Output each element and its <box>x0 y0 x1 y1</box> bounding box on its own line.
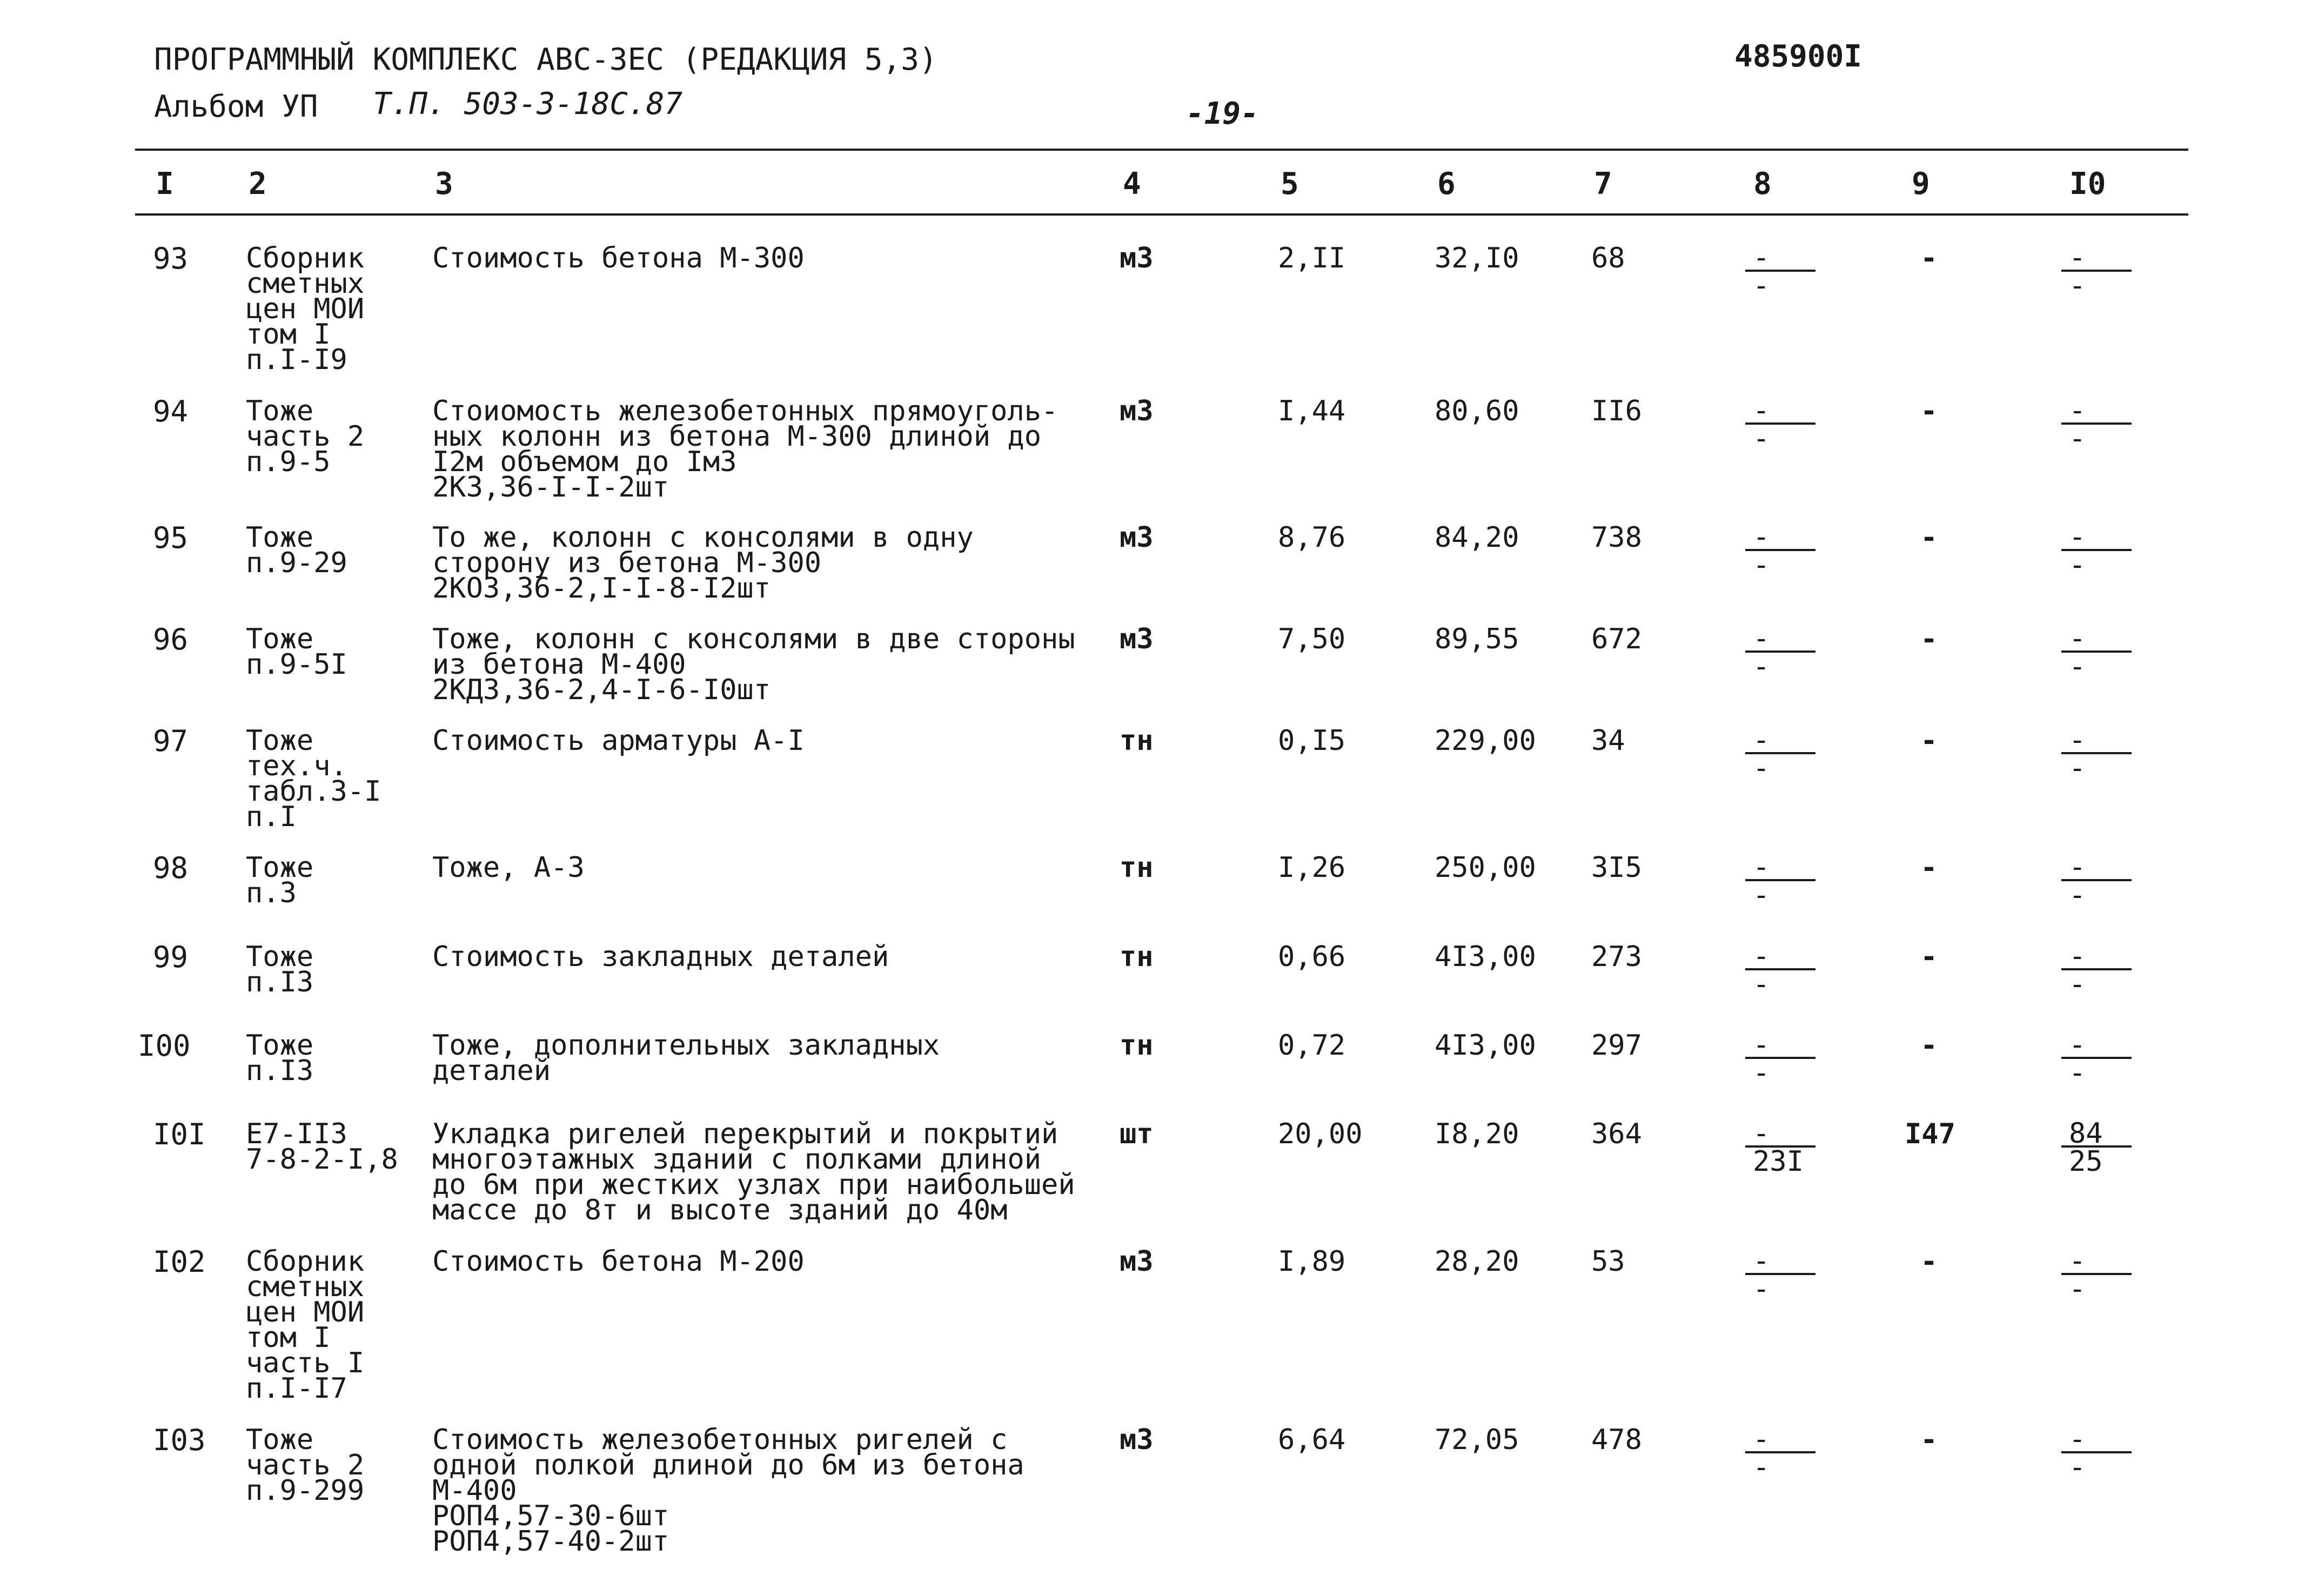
row-col10-fraction <box>2061 1423 2132 1484</box>
row-unit: шт <box>1120 1118 1154 1150</box>
column-header-1: I <box>156 166 174 202</box>
row-total: 3I5 <box>1591 851 1642 884</box>
row-source: Тоже п.9-5I <box>246 623 347 681</box>
row-total: 364 <box>1591 1118 1642 1150</box>
row-col10-top: - <box>2061 1033 2132 1059</box>
row-unit: м3 <box>1120 623 1154 655</box>
row-description: Стоимость бетона М-300 <box>432 242 805 274</box>
row-col10-bottom: - <box>2069 549 2086 581</box>
row-col10-top: - <box>2061 627 2132 653</box>
row-quantity: I,89 <box>1278 1245 1346 1278</box>
row-number: 99 <box>153 940 189 974</box>
row-unit-price: 229,00 <box>1435 725 1536 757</box>
row-unit: м3 <box>1120 1245 1154 1278</box>
row-source: Тоже п.I3 <box>246 941 314 998</box>
row-col10-top: 84 <box>2061 1122 2132 1148</box>
row-description: Укладка ригелей перекрытий и покрытий многоэтажных зданий с полками длиной до 6м при жестких узлах при наибольшей массе до 8т и высоте зданий до 40м <box>432 1118 1075 1226</box>
row-col10-bottom: - <box>2069 752 2086 784</box>
column-header-4: 4 <box>1123 166 1141 202</box>
row-col10-bottom: - <box>2069 968 2086 1001</box>
row-col8-bottom: - <box>1753 549 1770 581</box>
column-header-3: 3 <box>435 166 453 202</box>
document-title: ПРОГРАММНЫЙ КОМПЛЕКС АВС-ЗЕС (РЕДАКЦИЯ 5,3) <box>154 42 937 77</box>
row-col9: - <box>1920 521 1938 554</box>
row-col10-bottom: 25 <box>2069 1145 2103 1178</box>
row-col9: - <box>1920 851 1938 884</box>
row-unit-price: 250,00 <box>1435 851 1536 884</box>
row-col10-fraction <box>2061 394 2132 455</box>
row-description: Стоимость закладных деталей <box>432 941 889 973</box>
row-unit: м3 <box>1120 242 1154 274</box>
row-col10-top: - <box>2061 1249 2132 1275</box>
row-col8-fraction <box>1745 1423 1815 1484</box>
row-quantity: 0,66 <box>1278 941 1346 973</box>
row-col8-top: - <box>1745 1249 1815 1275</box>
row-total: 478 <box>1591 1424 1642 1456</box>
row-col10-fraction <box>2061 940 2132 1001</box>
row-col10-top: - <box>2061 399 2132 425</box>
row-number: 95 <box>153 521 189 555</box>
row-source: Тоже часть 2 п.9-5 <box>246 395 365 478</box>
row-col8-fraction <box>1745 242 1815 302</box>
row-number: I02 <box>153 1245 206 1279</box>
project-code: Т.П. 503-3-18С.87 <box>373 86 683 122</box>
row-col8-fraction <box>1745 622 1815 683</box>
column-header-6: 6 <box>1437 166 1456 202</box>
row-col8-bottom: - <box>1753 1451 1770 1484</box>
row-description: Тоже, А-3 <box>432 851 585 884</box>
row-description: Стоимость арматуры А-I <box>432 725 805 757</box>
row-col10-fraction <box>2061 521 2132 581</box>
row-unit: тн <box>1120 725 1154 757</box>
row-number: 94 <box>153 394 189 428</box>
row-col8-fraction <box>1745 521 1815 581</box>
row-number: I00 <box>138 1029 191 1063</box>
row-unit: тн <box>1120 1029 1154 1062</box>
row-col9: - <box>1920 623 1938 655</box>
row-number: 97 <box>153 724 189 758</box>
row-quantity: 8,76 <box>1278 521 1346 554</box>
row-unit-price: I8,20 <box>1435 1118 1519 1150</box>
row-col8-fraction <box>1745 724 1815 784</box>
row-col8-fraction <box>1745 1029 1815 1089</box>
row-source: Е7-II3 7-8-2-I,8 <box>246 1118 398 1176</box>
row-total: 297 <box>1591 1029 1642 1062</box>
row-source: Сборник сметных цен МОИ том I часть I п.I-I7 <box>246 1245 365 1405</box>
row-col10-top: - <box>2061 246 2132 272</box>
row-col8-fraction <box>1745 851 1815 911</box>
row-total: 34 <box>1591 725 1625 757</box>
row-quantity: 2,II <box>1278 242 1346 274</box>
row-total: 53 <box>1591 1245 1625 1278</box>
row-col10-top: - <box>2061 855 2132 881</box>
row-unit: м3 <box>1120 395 1154 427</box>
row-col10-fraction <box>2061 724 2132 784</box>
table-header-rule <box>135 213 2188 216</box>
row-col9: - <box>1920 242 1938 274</box>
row-col10-fraction <box>2061 1117 2132 1178</box>
row-quantity: I,44 <box>1278 395 1346 427</box>
row-quantity: 20,00 <box>1278 1118 1363 1150</box>
row-source: Тоже п.3 <box>246 851 314 909</box>
row-unit-price: 28,20 <box>1435 1245 1519 1278</box>
column-header-7: 7 <box>1594 166 1612 202</box>
row-col9: - <box>1920 941 1938 973</box>
row-col8-top: - <box>1745 944 1815 970</box>
row-description: Тоже, дополнительных закладных деталей <box>432 1029 940 1087</box>
row-col8-top: - <box>1745 855 1815 881</box>
row-col8-fraction <box>1745 394 1815 455</box>
column-header-5: 5 <box>1281 166 1299 202</box>
row-source: Тоже п.I3 <box>246 1029 314 1087</box>
row-quantity: 6,64 <box>1278 1424 1346 1456</box>
row-col8-bottom: - <box>1753 968 1770 1001</box>
row-col10-fraction <box>2061 1245 2132 1305</box>
album-label: Альбом УП <box>154 89 318 124</box>
row-col10-bottom: - <box>2069 1057 2086 1089</box>
row-unit-price: 32,I0 <box>1435 242 1519 274</box>
column-header-2: 2 <box>249 166 267 202</box>
row-col10-top: - <box>2061 728 2132 754</box>
row-col10-fraction <box>2061 622 2132 683</box>
row-source: Тоже часть 2 п.9-299 <box>246 1424 365 1507</box>
row-col10-bottom: - <box>2069 879 2086 911</box>
row-col8-top: - <box>1745 1122 1815 1148</box>
row-col9: - <box>1920 725 1938 757</box>
row-col9: - <box>1920 395 1938 427</box>
row-col8-fraction <box>1745 1117 1815 1178</box>
row-source: Сборник сметных цен МОИ том I п.I-I9 <box>246 242 365 376</box>
row-col8-bottom: 23I <box>1753 1145 1804 1178</box>
row-col8-top: - <box>1745 399 1815 425</box>
row-col8-top: - <box>1745 1427 1815 1453</box>
row-col10-fraction <box>2061 242 2132 302</box>
row-col8-bottom: - <box>1753 651 1770 683</box>
row-number: I03 <box>153 1423 206 1457</box>
row-description: Стоиомость железобетонных прямоуголь- ных колонн из бетона М-300 длиной до I2м объемом до Iм3 2К3,36-I-I-2шт <box>432 395 1058 504</box>
row-number: 96 <box>153 622 189 656</box>
row-source: Тоже тех.ч. табл.3-I п.I <box>246 725 381 833</box>
row-col10-fraction <box>2061 851 2132 911</box>
row-total: 273 <box>1591 941 1642 973</box>
row-col9: I47 <box>1905 1118 1955 1150</box>
row-unit: м3 <box>1120 521 1154 554</box>
row-col8-bottom: - <box>1753 879 1770 911</box>
row-col8-fraction <box>1745 940 1815 1001</box>
row-col10-top: - <box>2061 944 2132 970</box>
document-number: 485900I <box>1734 39 1862 74</box>
row-unit: тн <box>1120 941 1154 973</box>
table-top-rule <box>135 149 2188 151</box>
row-col8-bottom: - <box>1753 423 1770 455</box>
row-quantity: 0,72 <box>1278 1029 1346 1062</box>
row-quantity: I,26 <box>1278 851 1346 884</box>
row-col8-top: - <box>1745 1033 1815 1059</box>
column-header-10: I0 <box>2069 166 2106 202</box>
row-unit: м3 <box>1120 1424 1154 1456</box>
row-col10-fraction <box>2061 1029 2132 1089</box>
row-col10-bottom: - <box>2069 1451 2086 1484</box>
row-col8-top: - <box>1745 525 1815 551</box>
row-col8-bottom: - <box>1753 752 1770 784</box>
row-total: 68 <box>1591 242 1625 274</box>
row-col10-top: - <box>2061 525 2132 551</box>
row-total: II6 <box>1591 395 1642 427</box>
row-col9: - <box>1920 1245 1938 1278</box>
row-col9: - <box>1920 1424 1938 1456</box>
row-col8-top: - <box>1745 246 1815 272</box>
row-quantity: 7,50 <box>1278 623 1346 655</box>
page-number: -19- <box>1186 96 1259 131</box>
row-description: То же, колонн с консолями в одну сторону из бетона М-300 2КО3,36-2,I-I-8-I2шт <box>432 521 974 605</box>
column-header-9: 9 <box>1912 166 1930 202</box>
row-col10-top: - <box>2061 1427 2132 1453</box>
row-unit: тн <box>1120 851 1154 884</box>
row-col8-bottom: - <box>1753 1273 1770 1305</box>
row-number: I0I <box>153 1117 206 1151</box>
row-total: 738 <box>1591 521 1642 554</box>
row-unit-price: 72,05 <box>1435 1424 1519 1456</box>
row-number: 98 <box>153 851 189 885</box>
column-header-8: 8 <box>1753 166 1772 202</box>
row-col10-bottom: - <box>2069 423 2086 455</box>
row-unit-price: 84,20 <box>1435 521 1519 554</box>
row-col8-bottom: - <box>1753 1057 1770 1089</box>
row-source: Тоже п.9-29 <box>246 521 347 579</box>
row-col10-bottom: - <box>2069 270 2086 302</box>
row-col8-top: - <box>1745 627 1815 653</box>
row-col8-top: - <box>1745 728 1815 754</box>
row-unit-price: 4I3,00 <box>1435 941 1536 973</box>
row-unit-price: 80,60 <box>1435 395 1519 427</box>
row-col8-bottom: - <box>1753 270 1770 302</box>
row-description: Тоже, колонн с консолями в две стороны из бетона М-400 2КД3,36-2,4-I-6-I0шт <box>432 623 1075 706</box>
row-col8-fraction <box>1745 1245 1815 1305</box>
row-description: Стоимость железобетонных ригелей с одной полкой длиной до 6м из бетона М-400 РОП4,57-30-6шт РОП4,57-40-2шт <box>432 1424 1024 1558</box>
row-quantity: 0,I5 <box>1278 725 1346 757</box>
row-col9: - <box>1920 1029 1938 1062</box>
row-description: Стоимость бетона М-200 <box>432 1245 805 1278</box>
row-unit-price: 4I3,00 <box>1435 1029 1536 1062</box>
row-col10-bottom: - <box>2069 651 2086 683</box>
row-col10-bottom: - <box>2069 1273 2086 1305</box>
row-total: 672 <box>1591 623 1642 655</box>
row-unit-price: 89,55 <box>1435 623 1519 655</box>
row-number: 93 <box>153 242 189 276</box>
